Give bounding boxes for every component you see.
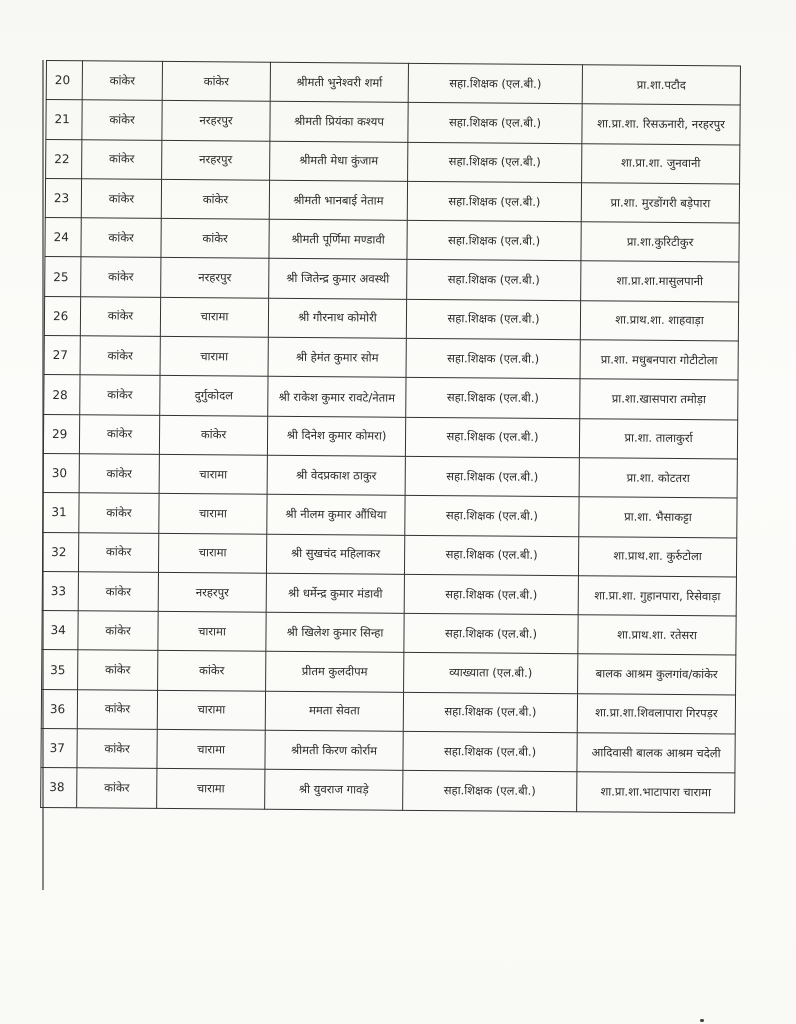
- serial-number-cell: 26: [44, 296, 80, 336]
- post-cell: सहा.शिक्षक (एल.बी.): [405, 496, 579, 537]
- teacher-name-cell: श्री दिनेश कुमार कोमरा): [267, 416, 405, 456]
- school-cell: आदिवासी बालक आश्रम चदेली: [577, 733, 735, 774]
- teacher-name-cell: श्रीमती किरण कोर्राम: [265, 730, 403, 770]
- block-cell: कांकेर: [161, 179, 269, 219]
- teacher-name-cell: श्री राकेश कुमार रावटे/नेताम: [268, 377, 406, 417]
- table-row: [41, 768, 735, 813]
- post-cell: सहा.शिक्षक (एल.बी.): [403, 731, 577, 772]
- table-row: [45, 178, 739, 223]
- post-cell: सहा.शिक्षक (एल.बी.): [404, 574, 578, 615]
- table-row: [44, 336, 738, 381]
- teacher-name-cell: श्री खिलेश कुमार सिन्हा: [266, 612, 404, 652]
- teacher-name-cell: श्री सुखचंद महिलाकर: [266, 534, 404, 574]
- table-row: [42, 650, 736, 695]
- table-row: [45, 257, 739, 302]
- teacher-name-cell: श्रीमती पूर्णिमा मण्डावी: [269, 219, 407, 259]
- block-cell: चारामा: [159, 454, 267, 494]
- block-cell: चारामा: [158, 533, 266, 573]
- school-cell: शा.प्रा.शा. गुहानपारा, रिसेवाड़ा: [578, 576, 736, 617]
- block-cell: चारामा: [157, 729, 265, 769]
- post-cell: सहा.शिक्षक (एल.बी.): [405, 417, 579, 458]
- school-cell: प्रा.शा. भैसाकट्टा: [579, 497, 737, 538]
- serial-number-cell: 25: [45, 257, 81, 297]
- district-cell: कांकेर: [82, 61, 162, 101]
- serial-number-cell: 30: [43, 453, 79, 493]
- serial-number-cell: 32: [42, 532, 78, 572]
- block-cell: चारामा: [159, 494, 267, 534]
- district-cell: कांकेर: [80, 375, 160, 415]
- district-cell: कांकेर: [79, 414, 159, 454]
- post-cell: सहा.शिक्षक (एल.बी.): [408, 103, 582, 144]
- block-cell: कांकेर: [161, 219, 269, 259]
- teacher-name-cell: श्री धर्मेन्द्र कुमार मंडावी: [266, 573, 404, 613]
- serial-number-cell: 33: [42, 571, 78, 611]
- serial-number-cell: 36: [41, 689, 77, 729]
- table-row: [42, 611, 736, 656]
- serial-number-cell: 24: [45, 218, 81, 258]
- serial-number-cell: 28: [44, 375, 80, 415]
- table-row: [44, 296, 738, 341]
- block-cell: नरहरपुर: [161, 258, 269, 298]
- district-cell: कांकेर: [78, 532, 158, 572]
- school-cell: प्रा.शा.कुरिटीकुर: [581, 222, 739, 263]
- block-cell: नरहरपुर: [158, 572, 266, 612]
- school-cell: शा.प्राथ.शा. शाहवाड़ा: [580, 300, 738, 341]
- teacher-name-cell: ममता सेवता: [265, 691, 403, 731]
- post-cell: सहा.शिक्षक (एल.बी.): [406, 299, 580, 340]
- district-cell: कांकेर: [78, 572, 158, 612]
- block-cell: नरहरपुर: [162, 101, 270, 141]
- district-cell: कांकेर: [80, 336, 160, 376]
- school-cell: प्रा.शा. मुरडोंगरी बड़ेपारा: [581, 183, 739, 224]
- table-row: [41, 729, 735, 774]
- post-cell: सहा.शिक्षक (एल.बी.): [403, 771, 577, 812]
- school-cell: प्रा.शा.पटौद: [582, 65, 740, 106]
- school-cell: शा.प्रा.शा.शिवलापारा गिरपड़र: [577, 693, 735, 734]
- district-cell: कांकेर: [77, 768, 157, 808]
- block-cell: कांकेर: [159, 415, 267, 455]
- district-cell: कांकेर: [78, 650, 158, 690]
- roster-body: [41, 61, 741, 813]
- district-cell: कांकेर: [77, 729, 157, 769]
- teacher-name-cell: श्रीमती प्रियंका कश्यप: [270, 102, 408, 142]
- post-cell: सहा.शिक्षक (एल.बी.): [407, 181, 581, 222]
- table-row: [45, 218, 739, 263]
- table-row: [44, 375, 738, 420]
- school-cell: शा.प्रा.शा. जुनवानी: [582, 143, 740, 184]
- post-cell: सहा.शिक्षक (एल.बी.): [405, 456, 579, 497]
- school-cell: प्रा.शा. मधुबनपारा गोटीटोला: [580, 340, 738, 381]
- district-cell: कांकेर: [82, 100, 162, 140]
- table-row: [42, 532, 736, 577]
- school-cell: शा.प्रा.शा.भाटापारा चारामा: [577, 772, 735, 813]
- table-row: [46, 100, 740, 145]
- block-cell: दुर्गुकोदल: [160, 376, 268, 416]
- serial-number-cell: 35: [42, 650, 78, 690]
- serial-number-cell: 23: [45, 178, 81, 218]
- block-cell: चारामा: [158, 612, 266, 652]
- post-cell: सहा.शिक्षक (एल.बी.): [408, 63, 582, 104]
- post-cell: सहा.शिक्षक (एल.बी.): [406, 338, 580, 379]
- block-cell: चारामा: [157, 769, 265, 809]
- post-cell: सहा.शिक्षक (एल.बी.): [406, 378, 580, 419]
- teacher-name-cell: श्री जितेन्द्र कुमार अवस्थी: [269, 259, 407, 299]
- post-cell: सहा.शिक्षक (एल.बी.): [408, 142, 582, 183]
- teacher-name-cell: प्रीतम कुलदीपम: [266, 652, 404, 692]
- serial-number-cell: 31: [43, 493, 79, 533]
- block-cell: चारामा: [160, 336, 268, 376]
- table-row: [46, 139, 740, 184]
- serial-number-cell: 27: [44, 336, 80, 376]
- serial-number-cell: 21: [46, 100, 82, 140]
- school-cell: प्रा.शा.खासपारा तमोड़ा: [580, 379, 738, 420]
- table-row: [42, 571, 736, 616]
- school-cell: शा.प्रा.शा. रिसऊनारी, नरहरपुर: [582, 104, 740, 145]
- school-cell: शा.प्राथ.शा. रतेसरा: [578, 615, 736, 656]
- school-cell: बालक आश्रम कुलगांव/कांकेर: [578, 654, 736, 695]
- school-cell: शा.प्रा.शा.मासुलपानी: [581, 261, 739, 302]
- district-cell: कांकेर: [77, 690, 157, 730]
- district-cell: कांकेर: [82, 139, 162, 179]
- block-cell: चारामा: [160, 297, 268, 337]
- teacher-name-cell: श्री युवराज गावड़े: [265, 770, 403, 810]
- table-row: [43, 493, 737, 538]
- post-cell: सहा.शिक्षक (एल.बी.): [404, 535, 578, 576]
- teacher-name-cell: श्रीमती भानबाई नेताम: [269, 180, 407, 220]
- block-cell: कांकेर: [158, 651, 266, 691]
- district-cell: कांकेर: [81, 218, 161, 258]
- teacher-roster-table: [40, 60, 741, 813]
- post-cell: सहा.शिक्षक (एल.बी.): [407, 260, 581, 301]
- serial-number-cell: 37: [41, 729, 77, 769]
- block-cell: चारामा: [157, 690, 265, 730]
- school-cell: शा.प्राथ.शा. कुर्रुटोला: [578, 536, 736, 577]
- ink-speck: [700, 1019, 704, 1022]
- table-row: [43, 453, 737, 498]
- block-cell: कांकेर: [162, 61, 270, 101]
- table-row: [41, 689, 735, 734]
- serial-number-cell: 29: [43, 414, 79, 454]
- district-cell: कांकेर: [78, 611, 158, 651]
- post-cell: सहा.शिक्षक (एल.बी.): [404, 613, 578, 654]
- post-cell: व्याख्याता (एल.बी.): [404, 653, 578, 694]
- district-cell: कांकेर: [80, 297, 160, 337]
- district-cell: कांकेर: [79, 454, 159, 494]
- teacher-name-cell: श्री वेदप्रकाश ठाकुर: [267, 455, 405, 495]
- block-cell: नरहरपुर: [162, 140, 270, 180]
- table-row: [43, 414, 737, 459]
- serial-number-cell: 34: [42, 611, 78, 651]
- post-cell: सहा.शिक्षक (एल.बी.): [407, 221, 581, 262]
- teacher-name-cell: श्रीमती मेधा कुंजाम: [270, 141, 408, 181]
- post-cell: सहा.शिक्षक (एल.बी.): [403, 692, 577, 733]
- district-cell: कांकेर: [81, 179, 161, 219]
- serial-number-cell: 22: [46, 139, 82, 179]
- teacher-name-cell: श्रीमती भुनेश्वरी शर्मा: [270, 62, 408, 102]
- teacher-name-cell: श्री हेमंत कुमार सोम: [268, 337, 406, 377]
- district-cell: कांकेर: [81, 257, 161, 297]
- serial-number-cell: 38: [41, 768, 77, 808]
- teacher-name-cell: श्री नीलम कुमार औंधिया: [267, 495, 405, 535]
- teacher-name-cell: श्री गौरनाथ कोमोरी: [268, 298, 406, 338]
- school-cell: प्रा.शा. कोटतरा: [579, 458, 737, 499]
- school-cell: प्रा.शा. तालाकुर्रा: [579, 418, 737, 459]
- table-row: [46, 61, 740, 106]
- serial-number-cell: 20: [46, 61, 82, 101]
- district-cell: कांकेर: [79, 493, 159, 533]
